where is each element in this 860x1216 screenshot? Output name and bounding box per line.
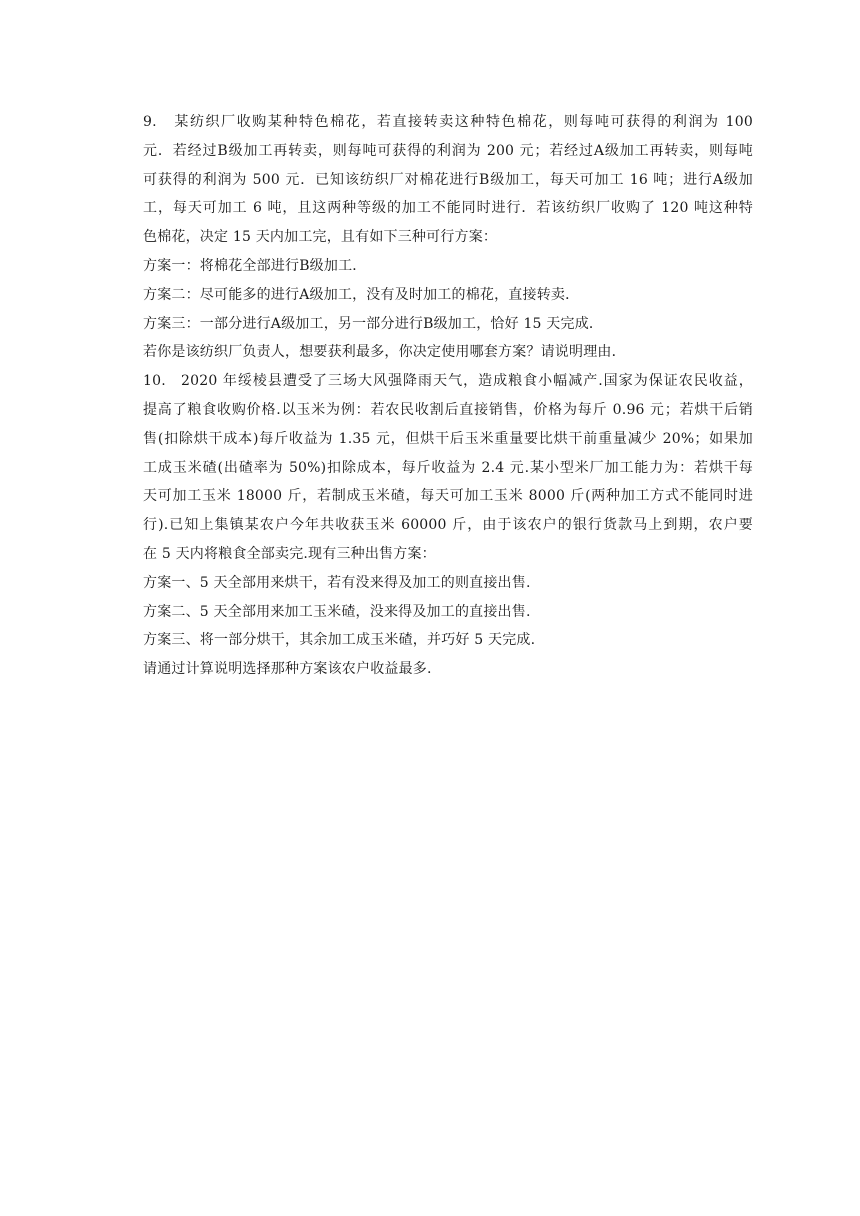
question-prompt: 请通过计算说明选择那种方案该农户收益最多. [143, 661, 432, 678]
option-line: 方案三：一部分进行A级加工，另一部分进行B级加工，恰好 15 天完成． [143, 315, 604, 332]
option-line: 方案二、5 天全部用来加工玉米碴，没来得及加工的直接出售. [143, 603, 531, 620]
question-text-line: 售(扣除烘干成本)每斤收益为 1.35 元，但烘干后玉米重量要比烘干前重量减少 20%；如果加 [143, 430, 753, 447]
question-prompt: 若你是该纺织厂负责人，想要获利最多，你决定使用哪套方案？请说明理由． [143, 344, 626, 361]
question-text-line: 可获得的利润为 500 元．已知该纺织厂对棉花进行B级加工，每天可加工 16 吨；进行A级加 [143, 171, 753, 188]
question-9-line-1 [143, 108, 753, 137]
option-line: 方案一、5 天全部用来烘干，若有没来得及加工的则直接出售. [143, 574, 531, 591]
option-line: 方案一：将棉花全部进行B级加工． [143, 257, 367, 274]
question-text: 2020 年绥棱县遭受了三场大风强降雨天气，造成粮食小幅减产.国家为保证农民收益， [181, 373, 753, 390]
question-text: 某纺织厂收购某种特色棉花，若直接转卖这种特色棉花，则每吨可获得的利润为 100 [173, 114, 753, 130]
question-text-line: 工，每天可加工 6 吨，且这两种等级的加工不能同时进行．若该纺织厂收购了 120 吨这种特 [143, 200, 753, 217]
document-content [143, 108, 753, 684]
question-text-line: 天可加工玉米 18000 斤，若制成玉米碴，每天可加工玉米 8000 斤(两种加工方式不能同时进 [143, 488, 753, 505]
question-text-line: 行).已知上集镇某农户今年共收获玉米 60000 斤，由于该农户的银行货款马上到期，农户要 [143, 517, 753, 534]
question-text-line: 色棉花，决定 15 天内加工完，且有如下三种可行方案： [143, 229, 498, 246]
question-text-line: 元．若经过B级加工再转卖，则每吨可获得的利润为 200 元；若经过A级加工再转卖，则每吨 [143, 142, 753, 159]
question-text-line: 在 5 天内将粮食全部卖完.现有三种出售方案： [143, 545, 436, 562]
question-10 [143, 367, 753, 684]
question-text-line: 工成玉米碴(出碴率为 50%)扣除成本，每斤收益为 2.4 元.某小型米厂加工能力为：若烘干每 [143, 459, 753, 476]
question-9 [143, 108, 753, 367]
question-10-line-1 [143, 367, 753, 396]
question-number: 10. [143, 373, 166, 390]
question-text-line: 提高了粮食收购价格.以玉米为例：若农民收割后直接销售，价格为每斤 0.96 元；若烘干后销 [143, 401, 753, 418]
option-line: 方案二：尽可能多的进行A级加工，没有及时加工的棉花，直接转卖． [143, 286, 580, 303]
question-number: 9. [143, 114, 157, 130]
option-line: 方案三、将一部分烘干，其余加工成玉米碴，并巧好 5 天完成. [143, 632, 536, 649]
